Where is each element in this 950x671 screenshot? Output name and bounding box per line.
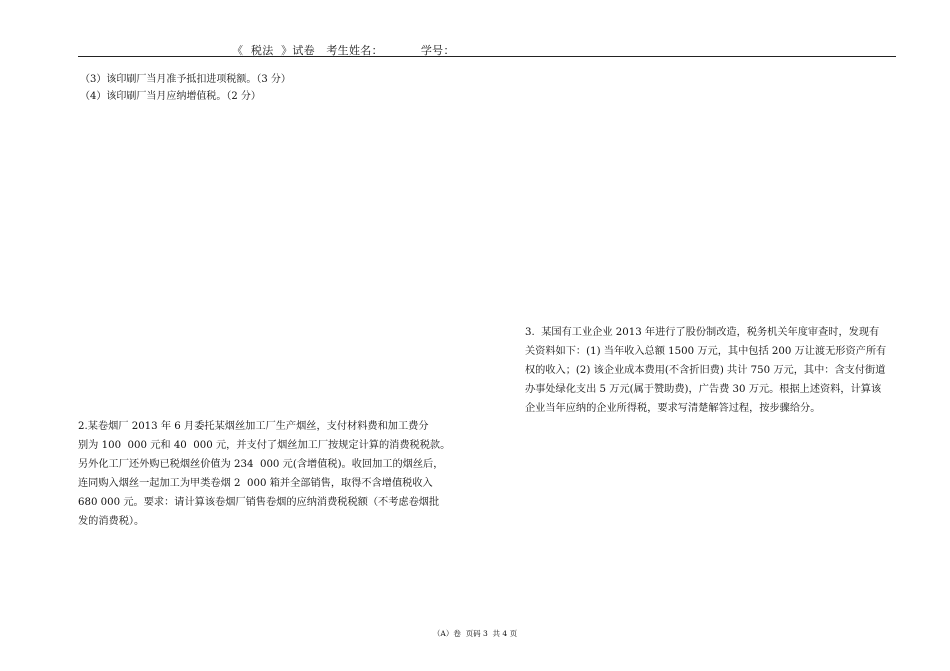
page-footer: （A）卷 页码 3 共 4 页 (432, 629, 518, 638)
question2-paragraph (78, 417, 463, 531)
question2-line: 发的消费税）。 (78, 516, 145, 527)
header-divider (78, 56, 896, 57)
question2-line: 连同购入烟丝一起加工为甲类卷烟 2 000 箱并全部销售，取得不含增值税收入 (78, 478, 433, 489)
question3-paragraph (525, 323, 905, 418)
question3-line: 3. 某国有工业企业 2013 年进行了股份制改造，税务机关年度审查时，发现有 (525, 327, 880, 338)
question2-line: 另外化工厂还外购已税烟丝价值为 234 000 元(含增值税)。收回加工的烟丝后， (78, 459, 444, 470)
question2-line: 680 000 元。要求：请计算该卷烟厂销售卷烟的应纳消费税税额（不考虑卷烟批 (78, 497, 440, 508)
question3-line: 办事处绿化支出 5 万元(属于赞助费)，广告费 30 万元。根据上述资料，计算该 (525, 384, 882, 395)
question3-line: 关资料如下：(1) 当年收入总额 1500 万元，其中包括 200 万让渡无形资产所有 (525, 346, 887, 357)
exam-header: 《 税法 》试卷 考生姓名： 学号： (232, 44, 455, 57)
question3-line: 企业当年应纳的企业所得税，要求写清楚解答过程，按步骤给分。 (525, 403, 821, 414)
question2-line: 别为 100 000 元和 40 000 元，并支付了烟丝加工厂按规定计算的消费税税款。 (78, 440, 451, 451)
question2-line: 2.某卷烟厂 2013 年 6 月委托某烟丝加工厂生产烟丝，支付材料费和加工费分 (78, 421, 429, 432)
question1-part4: （4）该印刷厂当月应纳增值税。（2 分） (80, 91, 261, 102)
question3-line: 权的收入；(2) 该企业成本费用(不含折旧费) 共计 750 万元，其中：含支付街道 (525, 365, 886, 376)
question1-part3: （3）该印刷厂当月准予抵扣进项税额。（3 分） (80, 74, 291, 85)
